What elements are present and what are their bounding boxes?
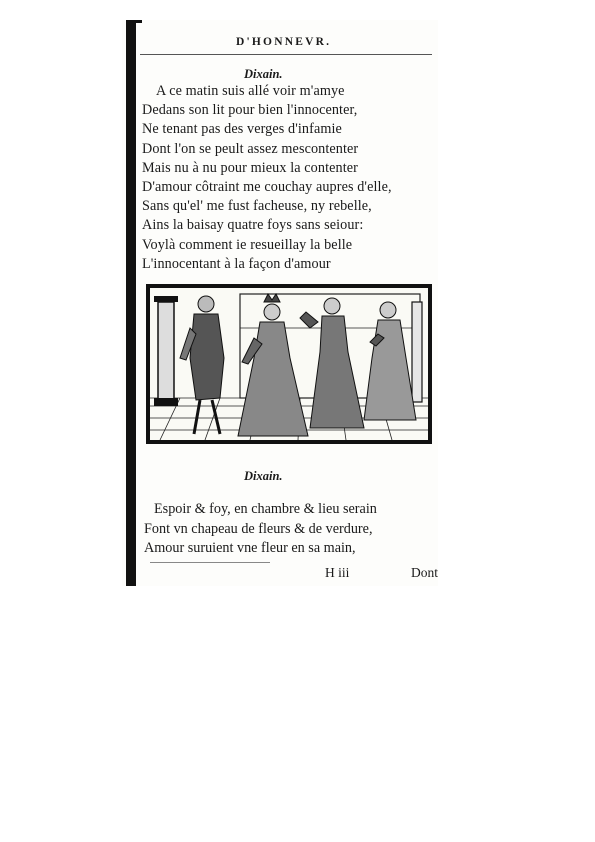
woodcut-figures-image xyxy=(150,288,428,440)
poem-line: D'amour côtraint me couchay aupres d'elle, xyxy=(142,179,392,196)
poem-line: Mais nu à nu pour mieux la contenter xyxy=(142,159,358,176)
head-rule xyxy=(140,54,432,55)
page-footer xyxy=(142,565,438,583)
poem-line: A ce matin suis allé voir m'amye xyxy=(156,83,345,99)
poem-1 xyxy=(142,82,438,274)
catchword: Dont xyxy=(411,565,438,580)
woodcut-illustration xyxy=(146,284,432,444)
poem-line: Dedans son lit pour bien l'innocenter, xyxy=(142,102,358,119)
signature-mark: H iii xyxy=(325,565,350,580)
section-2-heading: Dixain. xyxy=(244,469,283,483)
poem-line: Ne tenant pas des verges d'infamie xyxy=(142,121,342,138)
poem-line: Amour suruient vne fleur en sa main, xyxy=(144,540,356,556)
binding-edge xyxy=(126,20,136,586)
poem-line: Voylà comment ie resueillay la belle xyxy=(142,236,353,253)
running-head: D'HONNEVR. xyxy=(236,36,332,48)
poem-line: Dont l'on se peult assez mescontenter xyxy=(142,140,359,157)
footer-rule xyxy=(150,562,270,563)
section-1-heading: Dixain. xyxy=(244,67,283,81)
poem-line: Espoir & foy, en chambre & lieu serain xyxy=(154,501,377,517)
poem-line: L'innocentant à la façon d'amour xyxy=(142,255,331,272)
poem-line: Font vn chapeau de fleurs & de verdure, xyxy=(144,520,373,537)
poem-line: Sans qu'el' me fust facheuse, ny rebelle, xyxy=(142,198,372,215)
poem-2 xyxy=(144,500,440,559)
poem-line: Ains la baisay quatre foys sans seiour: xyxy=(142,217,364,234)
